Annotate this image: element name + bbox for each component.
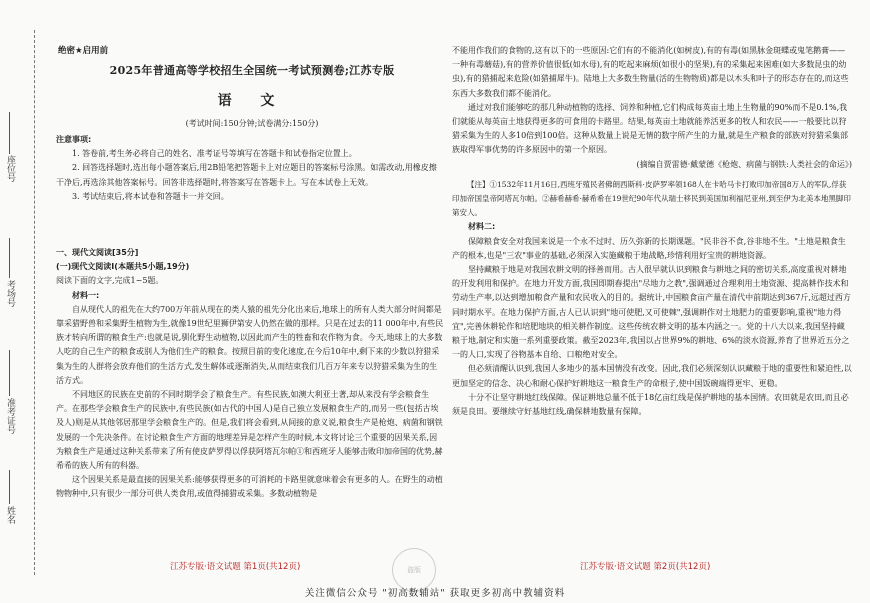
- passage-paragraph: 十分不让坚守耕地红线保障。保证耕地总量不低于18亿亩红线是保护耕地的基本国情。农田就是农田,而且必须是良田。要继续守好基地红线,确保耕地数量有保障。: [452, 392, 849, 417]
- passage-paragraph: 坚持藏粮于地是对我国农耕文明的择善而用。古人很早就认识到粮食与耕地之间的密切关系,高度重视对耕地的开发利用和保护。在地力开发方面,我国即期春提出"尽地力之教",强调通过合理利用土地资源、提高耕作技术和劳动生产率,以达到增加粮食产量和农民收入的目的。据统计,中国粮食亩产量在清代中前期达到367斤,远超过西方同时期水平。在地力保护方面,古人已认识到"地可使肥,又可使棘",强调耕作对土地肥力的重要影响,重视"地力得宜",完善休耕轮作和培肥地块的相关耕作制度。这些传统农耕文明的基本内涵之一。党的十八大以来,我国坚持藏粮于地,制定和实施一系列重要政策。截至2023年,我国以占世界9%的耕地、6%的淡水资源,养育了世界近五分之一的人口,实现了谷物基本自给、口粮绝对安全。: [452, 265, 851, 360]
- passage-paragraph: 不同地区的民族在史前的不同时期学会了粮食生产。有些民族,如澳大利亚土著,却从来没有学会粮食生产。在那些学会粮食生产的民族中,有些民族(如古代的中国人)是自己独立发展粮食生产的,而另一些(包括古埃及人)则是从其他邻居那里学会粮食生产的。但是,我们将会看到,从间接的意义说,粮食生产是枪炮、病菌和钢铁发展的一个先决条件。在讨论粮食生产方面的地理差异是怎样产生的时候,本文将讨论三个重要的因果关系,因为粮食生产是通过这种关系带来了所有使皮萨罗得以俘获阿塔瓦尔帕①和西班牙人能够击败印加帝国的优势,赫希希的族人所有的科器。: [56, 390, 443, 471]
- anti-piracy-stamp: 盗版: [392, 548, 436, 592]
- section-heading: 一、现代文阅读[35分]: [56, 248, 139, 257]
- passage-paragraph: 自从现代人的祖先在大约700万年前从现在的类人猿的祖先分化出来后,地球上的所有人类大部分时间都是靠采猎野兽和采集野生植物为生,就像19世纪里狮伊第安人仍然在做的那样。只是在过去的11 000年中,有些民族才转向所谓的粮食生产:也就是说,驯化野生动植物,以因此而产生的牲畜和农作物为食。今天,地球上的大多数人吃的自己生产的粮食或别人为他们生产的粮食。按照目前的变化速度,在今后10年中,剩下来的少数以狩猎采集为生的人群将会放弃他们的生活方式,发生解体或逐渐消失,从而结束我们几百万年来专以狩猎采集为生的生活方式。: [56, 304, 444, 385]
- passage-paragraph: 不能用作我们的食物的,这有以下的一些原因:它们有的不能消化(如树皮),有的有毒(如黑脉金斑蝶或鬼笔鹅膏——一种有毒蘑菇),有的营养价值很低(如水母),有的吃起来麻烦(如很小的坚果),有的采集起来困难(如大多数昆虫的幼虫),有的猎捕起来危险(如猎捕犀牛)。陆地上大多数生物量(活的生物物质)都是以木头和叶子的形态存在的,而这些东西大多数我们都不能消化。: [452, 46, 849, 98]
- cut-line: [34, 30, 35, 575]
- source-citation: (摘编自贾雷德·戴蒙德《枪炮、病菌与钢铁:人类社会的命运》): [636, 159, 852, 169]
- right-column: [452, 44, 852, 419]
- notes-section: [56, 133, 444, 204]
- passage-paragraph: 这个因果关系是最直接的因果关系:能够获得更多的可消耗的卡路里就意味着会有更多的人。在野生的动植物物种中,只有很少一部分可供人类食用,或值得捕猎或采集。多数动植物是: [56, 475, 443, 499]
- binding-margin: [0, 0, 42, 603]
- page2-footer: 江苏专版·语文试题 第2页(共12页): [580, 562, 711, 572]
- material1-label: 材料一:: [72, 290, 100, 300]
- room-underline: [9, 238, 10, 278]
- annotation: 【注】①1532年11月16日,西班牙殖民者佛朗西斯科·皮萨罗率领168人在卡哈马卡打败印加帝国8万人的军队,俘获印加帝国皇帝阿塔瓦尔帕。②赫希赫希·赫希希在19世纪90年代从瑞士移民到美国加利福尼亚州,到至伊为北美本地黑脚印第安人。: [452, 179, 851, 218]
- exam-time: (考试时间:150分钟;试卷满分:150分): [185, 119, 319, 128]
- name-underline: [9, 470, 10, 504]
- section-reading: [56, 246, 444, 502]
- note-item: 2. 回答选择题时,选出每小题答案后,用2B铅笔把答题卡上对应题目的答案标号涂黑。如需改动,用橡皮擦干净后,再选涂其他答案标号。回答非选择题时,将答案写在答题卡上。写在本试卷上无效。: [56, 163, 437, 187]
- exam-title: 2025年普通高等学校招生全国统一考试预测卷;江苏专版: [109, 64, 395, 77]
- notes-heading: 注意事项:: [56, 135, 92, 144]
- instruction: 阅读下面的文字,完成1~5题。: [56, 276, 164, 286]
- bottom-notice: 关注微信公众号 "初高数辅站" 获取更多初高中教辅资料: [304, 588, 566, 599]
- seat-label: 座位号: [5, 155, 15, 182]
- name-label: 姓名: [5, 506, 15, 524]
- material2-label: 材料二:: [468, 222, 496, 232]
- passage-paragraph: 保障粮食安全对我国来说是一个永不过时、历久弥新的长期课题。"民非谷不食,谷非地不生。"土地是粮食生产的根本,也是"三农"事业的基础,必须深入实施藏粮于地战略,珍惜利用好宝贵的耕地资源。: [452, 236, 846, 260]
- room-label: 考场号: [5, 280, 15, 307]
- note-item: 1. 答卷前,考生务必将自己的姓名、准考证号等填写在答题卡和试卷指定位置上。: [72, 149, 357, 159]
- page1-footer: 江苏专版·语文试题 第1页(共12页): [170, 562, 301, 572]
- id-underline: [9, 350, 10, 396]
- subject-title: 语 文: [217, 93, 287, 109]
- passage-paragraph: 通过对我们能够吃的那几种动植物的选择、饲养和种植,它们构成每英亩土地上生物量的90%而不是0.1%,我们就能从每英亩土地获得更多的可食用的卡路里。结果,每英亩土地就能养活更多的牧人和农民——一般要比以狩猎采集为生的人多10倍到100倍。这种从数量上说是无情的数字所产生的力量,就是生产粮食的部族对狩猎采集部族取得军事优势的许多原因中的第一个原因。: [452, 102, 848, 155]
- seat-underline: [9, 112, 10, 154]
- note-item: 3. 考试结束后,将本试卷和答题卡一并交回。: [72, 191, 229, 201]
- passage-paragraph: 但必须清醒认识到,我国人多地少的基本国情没有改变。因此,我们必须深刻认识藏粮于地的重要性和紧迫性,以更加坚定的信念、决心和耐心保护好耕地这一粮食生产的命根子,使中国饭碗端得更牢、更稳。: [452, 364, 852, 388]
- secret-mark: 绝密★启用前: [58, 46, 109, 56]
- exam-id-label: 准考证号: [5, 398, 15, 434]
- subsection-heading: (一)现代文阅读Ⅰ(本题共5小题,19分): [56, 262, 190, 272]
